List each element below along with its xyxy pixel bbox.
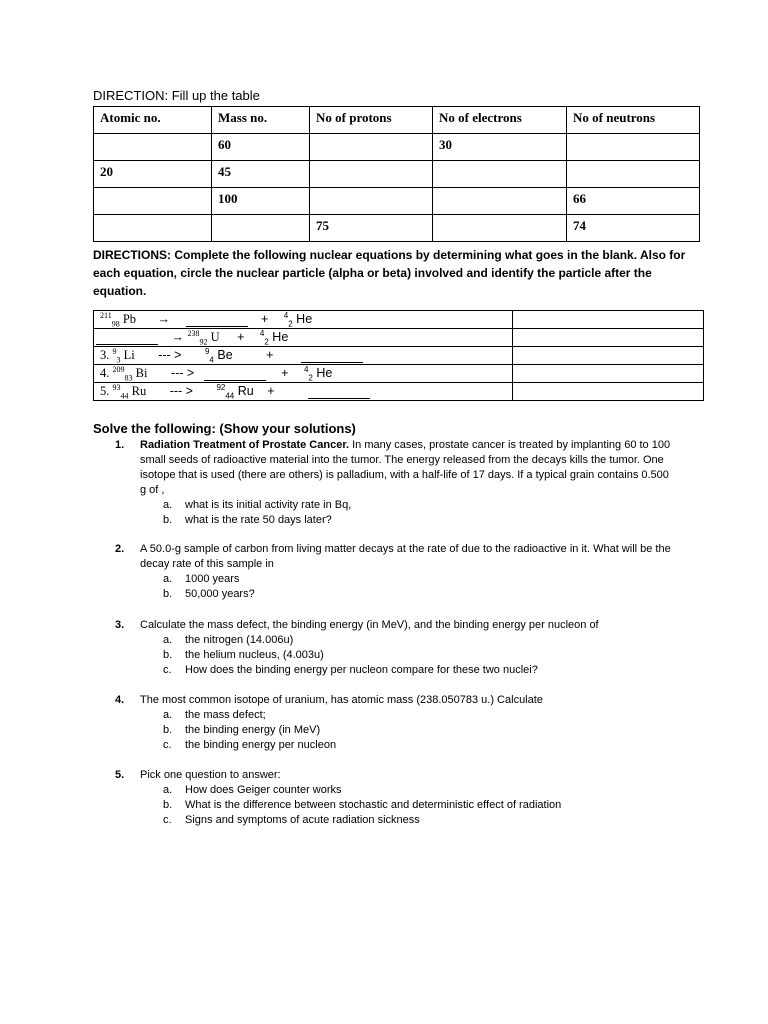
- equation-row-4: [94, 365, 704, 383]
- table-row: [94, 161, 700, 188]
- table-cell[interactable]: 100: [212, 188, 310, 215]
- particle-answer-cell[interactable]: [513, 329, 704, 347]
- table-cell[interactable]: [567, 161, 700, 188]
- header-mass-no: Mass no.: [212, 107, 310, 134]
- question-4: 4. The most common isotope of uranium, has atomic mass (238.050783 u.) Calculate a. the mass defect; b. the binding energy (in MeV) c. the binding energy per nucleon: [115, 693, 675, 753]
- table-row: [94, 188, 700, 215]
- table-cell[interactable]: [567, 134, 700, 161]
- list-item: b. the helium nucleus, (4.003u): [163, 649, 324, 661]
- table-row: [94, 134, 700, 161]
- table-cell[interactable]: [94, 134, 212, 161]
- equation-row-2: [94, 329, 704, 347]
- question-3-text: Calculate the mass defect, the binding energy (in MeV), and the binding energy per nucleon of: [140, 619, 599, 631]
- table-cell[interactable]: [310, 188, 433, 215]
- solve-heading: Solve the following: (Show your solutions): [93, 421, 356, 436]
- table-cell[interactable]: [310, 161, 433, 188]
- equation-2: → $^{238}_{92}$ U + $^4_2$ He: [94, 329, 513, 347]
- particle-answer-cell[interactable]: [513, 383, 704, 401]
- table-cell[interactable]: [94, 188, 212, 215]
- answer-blank[interactable]: [96, 332, 158, 345]
- question-3: 3. Calculate the mass defect, the binding energy (in MeV), and the binding energy per nucleon of a. the nitrogen (14.006u) b. the helium nucleus, (4.003u) c. How does the binding energy per nucleon compare for these two nuclei?: [115, 618, 675, 678]
- question-1: 1. Radiation Treatment of Prostate Cancer. In many cases, prostate cancer is treated by implanting 60 to 100 small seeds of radioactive material into the tumor. The energy released from the decays kills the tumor. One isotope that is used (there are others) is palladium, with a half-life of 17 days. If a typical grain contains 0.500 g of , a. what is its initial activity rate in Bq, b. what is the rate 50 days later?: [115, 438, 675, 528]
- table-cell[interactable]: 30: [433, 134, 567, 161]
- directions-nuclear-equations: DIRECTIONS: Complete the following nuclear equations by determining what goes in the blank. Also for each equation, circle the nuclear particle (alpha or beta) involved and identify the particle after the equation.: [93, 248, 686, 298]
- particle-answer-cell[interactable]: [513, 365, 704, 383]
- table-cell[interactable]: 20: [94, 161, 212, 188]
- header-atomic-no: Atomic no.: [94, 107, 212, 134]
- question-5-text: Pick one question to answer:: [140, 769, 281, 781]
- header-protons: No of protons: [310, 107, 433, 134]
- equation-1: $^{211}_{98}$ Pb → + $^4_2$ He: [94, 311, 513, 329]
- question-5: 5. Pick one question to answer: a. How does Geiger counter works b. What is the difference between stochastic and deterministic effect of radiation c. Signs and symptoms of acute radiation sickness: [115, 768, 675, 828]
- table-cell[interactable]: [433, 188, 567, 215]
- equation-row-1: [94, 311, 704, 329]
- list-item: c. Signs and symptoms of acute radiation sickness: [163, 814, 420, 826]
- table-row: [94, 215, 700, 242]
- list-item: a. 1000 years: [163, 573, 240, 585]
- answer-blank[interactable]: [308, 386, 370, 399]
- answer-blank[interactable]: [301, 350, 363, 363]
- table-cell[interactable]: [94, 215, 212, 242]
- answer-blank[interactable]: [204, 368, 266, 381]
- question-2-text: A 50.0-g sample of carbon from living matter decays at the rate of due to the radioactive in it. What will be the decay rate of this sample in: [140, 543, 671, 570]
- answer-blank[interactable]: [186, 314, 248, 327]
- question-1-text: In many cases, prostate cancer is treated by implanting 60 to 100 small seeds of radioactive material into the tumor. The energy released from the decays kills the tumor. One isotope that is used (there are others) is palladium, with a half-life of 17 days. If a typical grain contains 0.500 g of ,: [140, 439, 671, 496]
- question-2: 2. A 50.0-g sample of carbon from living matter decays at the rate of due to the radioactive in it. What will be the decay rate of this sample in a. 1000 years b. 50,000 years?: [115, 542, 675, 602]
- fill-table: [93, 106, 700, 242]
- list-item: b. the binding energy (in MeV): [163, 724, 321, 736]
- table-cell[interactable]: [433, 215, 567, 242]
- table-cell[interactable]: [212, 215, 310, 242]
- equation-row-5: [94, 383, 704, 401]
- question-1-title: Radiation Treatment of Prostate Cancer.: [140, 439, 350, 451]
- list-item: a. what is its initial activity rate in Bq,: [163, 499, 352, 511]
- table-cell[interactable]: 60: [212, 134, 310, 161]
- table-cell[interactable]: [433, 161, 567, 188]
- list-item: c. the binding energy per nucleon: [163, 739, 337, 751]
- list-item: b. 50,000 years?: [163, 588, 255, 600]
- nuclear-equations-table: [93, 310, 704, 401]
- equation-5: 5. $^{93}_{44}$ Ru --- > $^{92}_{44}$ Ru +: [94, 383, 513, 401]
- list-item: a. the nitrogen (14.006u): [163, 634, 294, 646]
- table-cell[interactable]: 66: [567, 188, 700, 215]
- list-item: a. How does Geiger counter works: [163, 784, 342, 796]
- list-item: a. the mass defect;: [163, 709, 266, 721]
- table-cell[interactable]: 74: [567, 215, 700, 242]
- table-header-row: [94, 107, 700, 134]
- equation-4: 4. $^{209}_{83}$ Bi --- > + $^4_2$ He: [94, 365, 513, 383]
- question-4-text: The most common isotope of uranium, has atomic mass (238.050783 u.) Calculate: [140, 694, 543, 706]
- particle-answer-cell[interactable]: [513, 311, 704, 329]
- table-cell[interactable]: [310, 134, 433, 161]
- particle-answer-cell[interactable]: [513, 347, 704, 365]
- equation-row-3: [94, 347, 704, 365]
- list-item: b. what is the rate 50 days later?: [163, 514, 332, 526]
- table-cell[interactable]: 75: [310, 215, 433, 242]
- header-electrons: No of electrons: [433, 107, 567, 134]
- equation-3: 3. $^9_3$ Li --- > $^9_4$ Be +: [94, 347, 513, 365]
- list-item: c. How does the binding energy per nucleon compare for these two nuclei?: [163, 664, 538, 676]
- list-item: b. What is the difference between stochastic and deterministic effect of radiation: [163, 799, 562, 811]
- header-neutrons: No of neutrons: [567, 107, 700, 134]
- table-cell[interactable]: 45: [212, 161, 310, 188]
- direction-fill-table: DIRECTION: Fill up the table: [93, 88, 260, 103]
